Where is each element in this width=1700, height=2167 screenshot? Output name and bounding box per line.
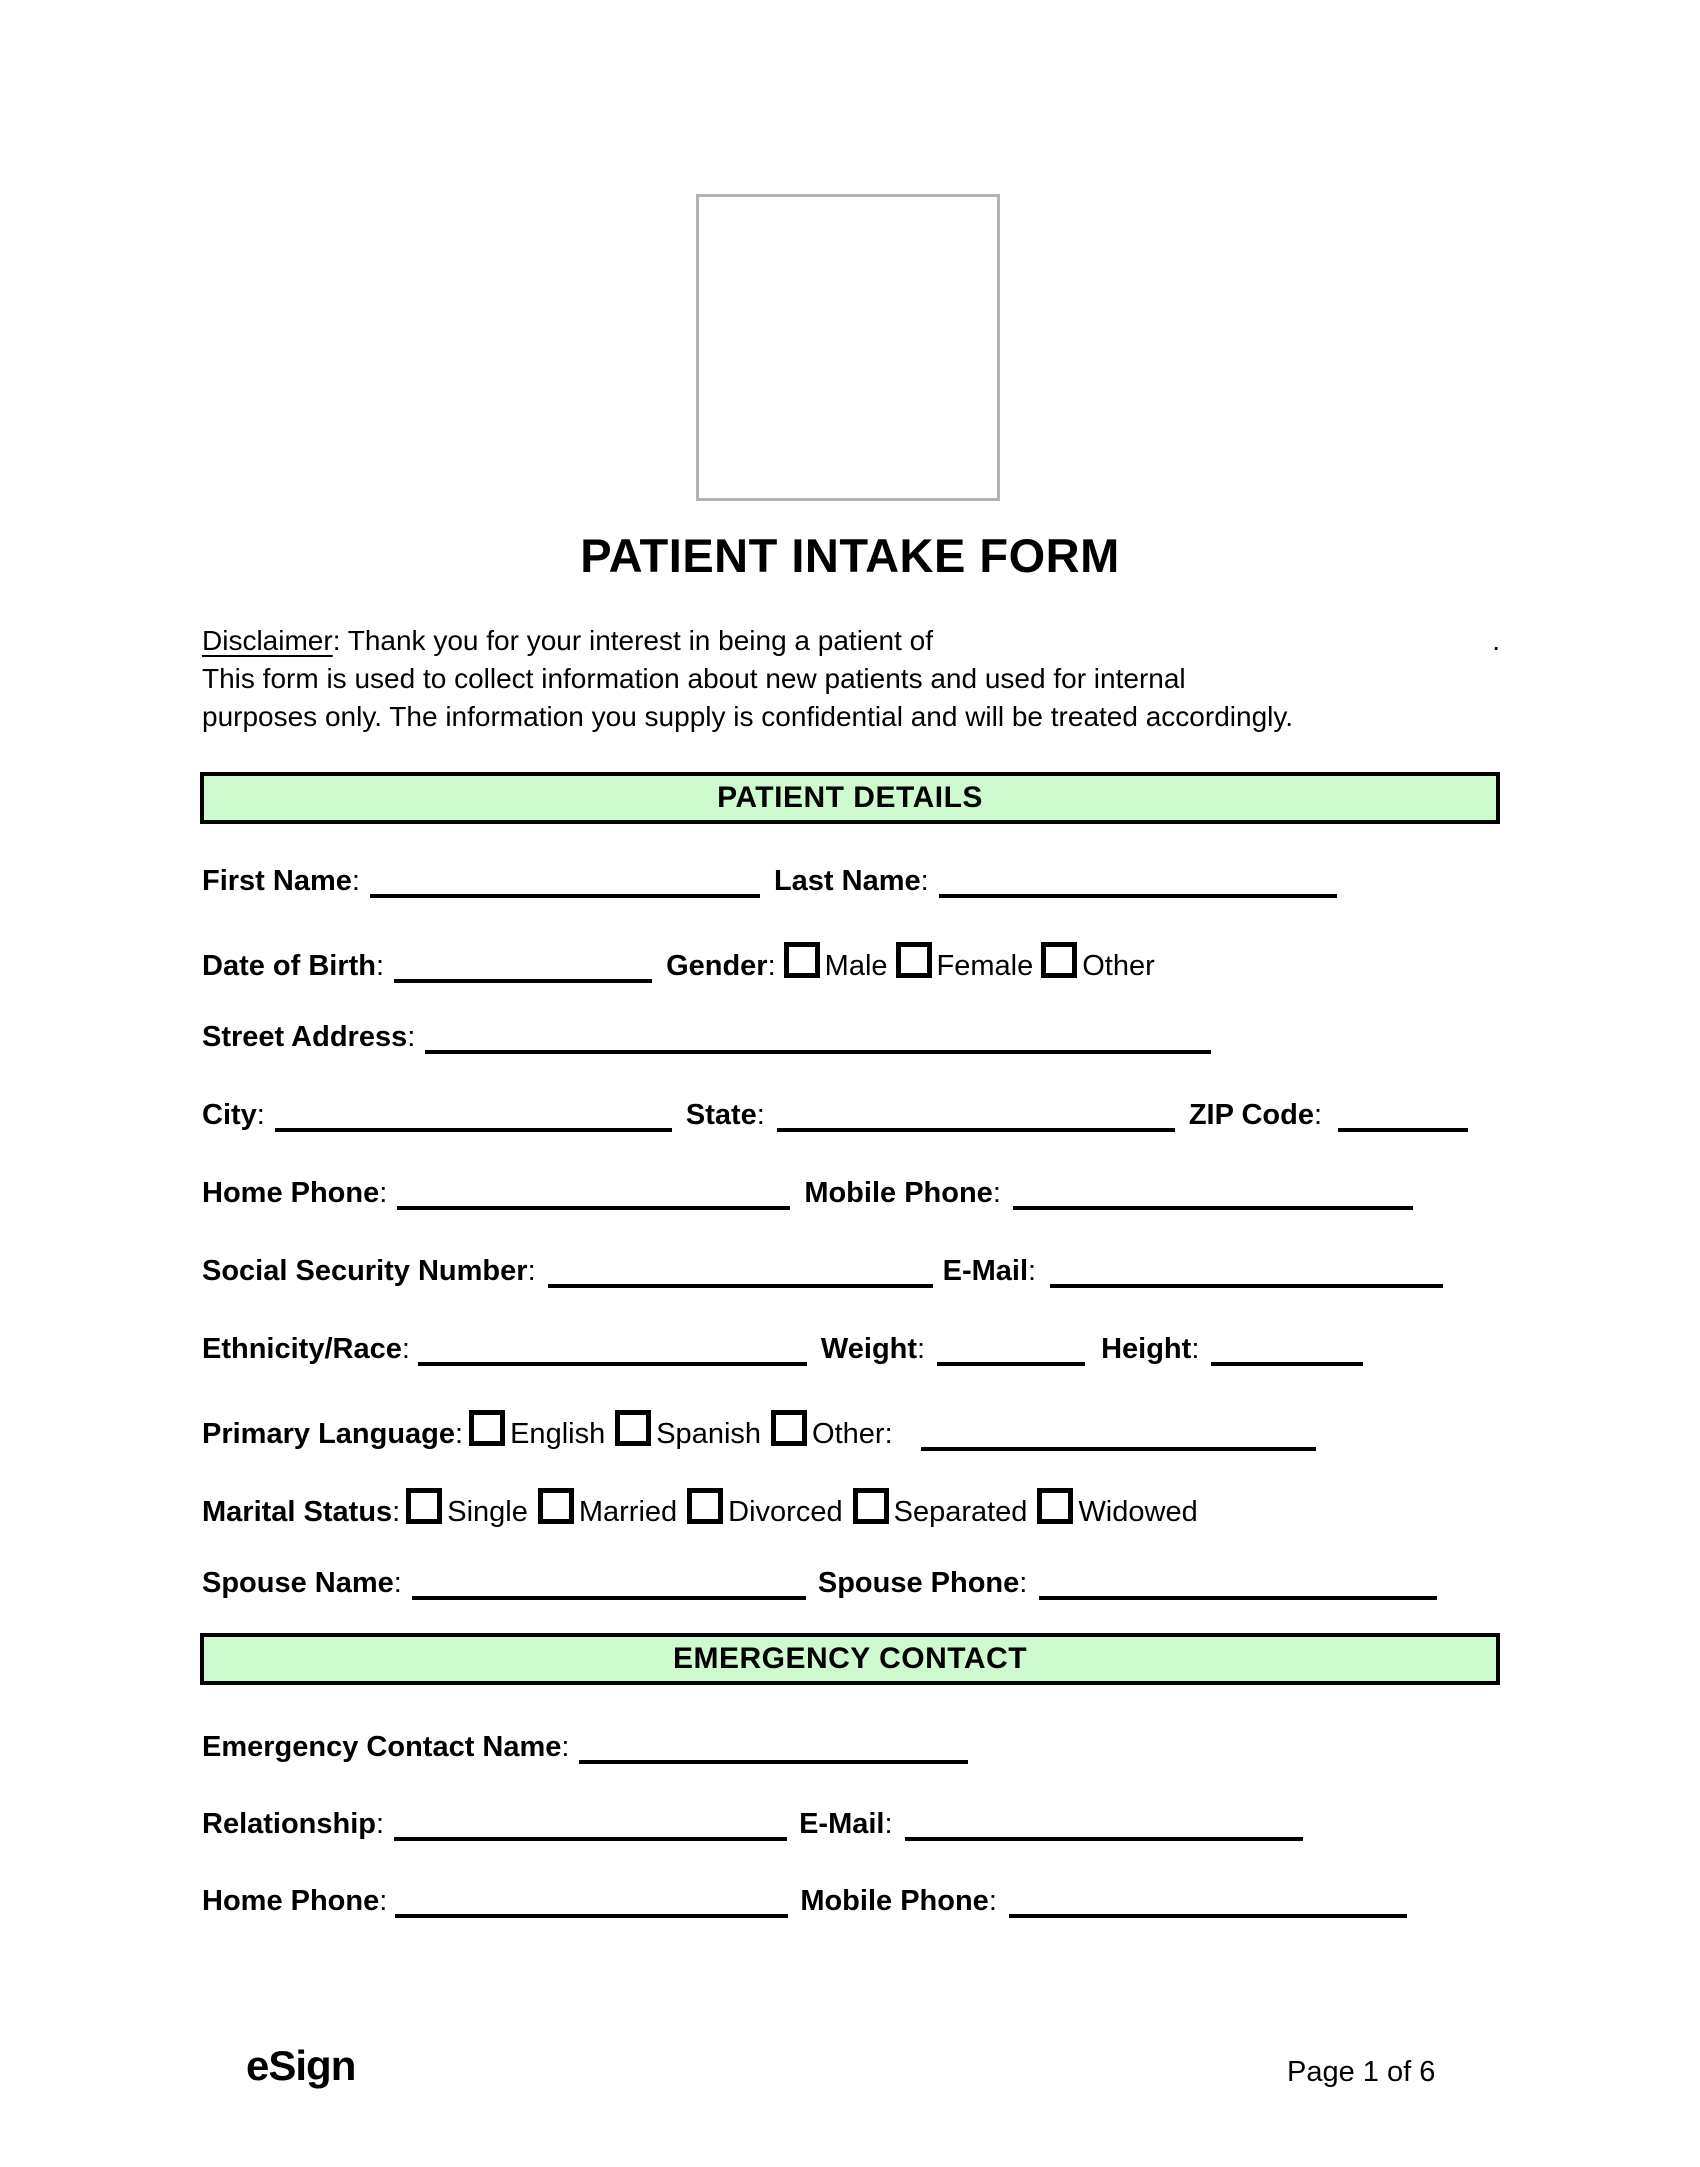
first-name-input-line[interactable] xyxy=(370,894,760,898)
gender-other-checkbox[interactable] xyxy=(1041,942,1077,978)
page-number-label: Page 1 of 6 xyxy=(1287,2056,1436,2088)
date-of-birth-label: Date of Birth: xyxy=(202,950,385,982)
disclaimer-paragraph xyxy=(202,622,1500,736)
language-english-checkbox[interactable] xyxy=(469,1410,505,1446)
ssn-label: Social Security Number: xyxy=(202,1255,536,1287)
marital-married-option-label: Married xyxy=(578,1496,678,1528)
section-header-patient-details xyxy=(200,772,1500,824)
ethnicity-input-line[interactable] xyxy=(418,1362,807,1366)
section-header-emergency-contact xyxy=(200,1633,1500,1685)
row-street-address xyxy=(202,1017,1211,1057)
spouse-phone-label: Spouse Phone: xyxy=(817,1567,1028,1599)
marital-married-checkbox[interactable] xyxy=(538,1488,574,1524)
email-input-line[interactable] xyxy=(1050,1284,1443,1288)
language-english-option-label: English xyxy=(510,1418,606,1450)
ethnicity-label: Ethnicity/Race: xyxy=(202,1333,410,1365)
marital-single-checkbox[interactable] xyxy=(406,1488,442,1524)
state-label: State: xyxy=(685,1099,765,1131)
language-other-option-label: Other: xyxy=(812,1418,893,1450)
practice-logo-placeholder-box xyxy=(696,194,1000,501)
row-marital-status xyxy=(202,1485,1198,1532)
home-phone-label: Home Phone: xyxy=(202,1177,388,1209)
weight-input-line[interactable] xyxy=(937,1362,1085,1366)
row-primary-language xyxy=(202,1407,1316,1454)
city-input-line[interactable] xyxy=(275,1128,672,1132)
spouse-phone-input-line[interactable] xyxy=(1039,1596,1437,1600)
street-address-input-line[interactable] xyxy=(425,1050,1211,1054)
relationship-input-line[interactable] xyxy=(394,1837,787,1841)
marital-status-label: Marital Status: xyxy=(202,1496,401,1528)
disclaimer-line-1-text xyxy=(202,622,933,660)
marital-widowed-option-label: Widowed xyxy=(1078,1496,1198,1528)
language-spanish-option-label: Spanish xyxy=(656,1418,762,1450)
spouse-name-input-line[interactable] xyxy=(412,1596,806,1600)
marital-divorced-checkbox[interactable] xyxy=(687,1488,723,1524)
row-spouse xyxy=(202,1563,1437,1603)
ec-email-label: E-Mail: xyxy=(799,1808,893,1840)
row-city-state-zip xyxy=(202,1095,1468,1135)
date-of-birth-input-line[interactable] xyxy=(394,979,652,983)
row-ec-phones xyxy=(202,1881,1407,1921)
primary-language-label: Primary Language: xyxy=(202,1418,464,1450)
row-name xyxy=(202,861,1337,901)
marital-separated-option-label: Separated xyxy=(893,1496,1028,1528)
street-address-label: Street Address: xyxy=(202,1021,416,1053)
page-title: PATIENT INTAKE FORM xyxy=(580,529,1120,582)
zip-code-input-line[interactable] xyxy=(1338,1128,1468,1132)
gender-female-checkbox[interactable] xyxy=(896,942,932,978)
first-name-label: First Name: xyxy=(202,865,360,897)
relationship-label: Relationship: xyxy=(202,1808,385,1840)
last-name-label: Last Name: xyxy=(773,865,929,897)
disclaimer-label: Disclaimer xyxy=(202,625,333,656)
ec-home-phone-label: Home Phone: xyxy=(202,1885,388,1917)
state-input-line[interactable] xyxy=(777,1128,1175,1132)
last-name-input-line[interactable] xyxy=(939,894,1337,898)
row-emergency-contact-name xyxy=(202,1727,968,1767)
home-phone-input-line[interactable] xyxy=(397,1206,790,1210)
gender-female-option-label: Female xyxy=(936,950,1034,982)
spouse-name-label: Spouse Name: xyxy=(202,1567,402,1599)
ec-mobile-phone-input-line[interactable] xyxy=(1009,1914,1407,1918)
row-ssn-email xyxy=(202,1251,1443,1291)
ec-email-input-line[interactable] xyxy=(905,1837,1303,1841)
height-label: Height: xyxy=(1101,1333,1200,1365)
disclaimer-period-after-blank: . xyxy=(1492,625,1500,656)
ec-mobile-phone-label: Mobile Phone: xyxy=(800,1885,997,1917)
language-other-input-line[interactable] xyxy=(921,1447,1316,1451)
section-title-patient-details: PATIENT DETAILS xyxy=(717,781,983,814)
ssn-input-line[interactable] xyxy=(548,1284,933,1288)
esign-logo: eSign xyxy=(246,2042,356,2089)
section-title-emergency-contact: EMERGENCY CONTACT xyxy=(672,1642,1028,1675)
mobile-phone-label: Mobile Phone: xyxy=(804,1177,1001,1209)
language-other-checkbox[interactable] xyxy=(771,1410,807,1446)
zip-code-label: ZIP Code: xyxy=(1188,1099,1323,1131)
email-label: E-Mail: xyxy=(942,1255,1037,1287)
gender-label: Gender: xyxy=(666,950,776,982)
marital-single-option-label: Single xyxy=(447,1496,528,1528)
ec-home-phone-input-line[interactable] xyxy=(395,1914,788,1918)
row-relationship-email xyxy=(202,1804,1303,1844)
row-phones xyxy=(202,1173,1413,1213)
emergency-contact-name-label: Emergency Contact Name: xyxy=(202,1731,570,1763)
language-spanish-checkbox[interactable] xyxy=(615,1410,651,1446)
disclaimer-line-3: purposes only. The information you supply is confidential and will be treated accordingly. xyxy=(202,701,1294,732)
disclaimer-text-after-label: : Thank you for your interest in being a patient of xyxy=(332,625,933,656)
weight-label: Weight: xyxy=(820,1333,926,1365)
marital-widowed-checkbox[interactable] xyxy=(1037,1488,1073,1524)
height-input-line[interactable] xyxy=(1211,1362,1363,1366)
city-label: City: xyxy=(202,1099,265,1131)
gender-male-checkbox[interactable] xyxy=(784,942,820,978)
marital-divorced-option-label: Divorced xyxy=(728,1496,843,1528)
disclaimer-line-2: This form is used to collect information about new patients and used for internal xyxy=(202,663,1186,694)
row-dob-gender xyxy=(202,939,1155,986)
mobile-phone-input-line[interactable] xyxy=(1013,1206,1413,1210)
marital-separated-checkbox[interactable] xyxy=(853,1488,889,1524)
gender-male-option-label: Male xyxy=(824,950,888,982)
emergency-contact-name-input-line[interactable] xyxy=(579,1760,968,1764)
row-ethnicity-weight-height xyxy=(202,1329,1363,1369)
gender-other-option-label: Other xyxy=(1082,950,1155,982)
disclaimer-line-1 xyxy=(202,622,1500,660)
